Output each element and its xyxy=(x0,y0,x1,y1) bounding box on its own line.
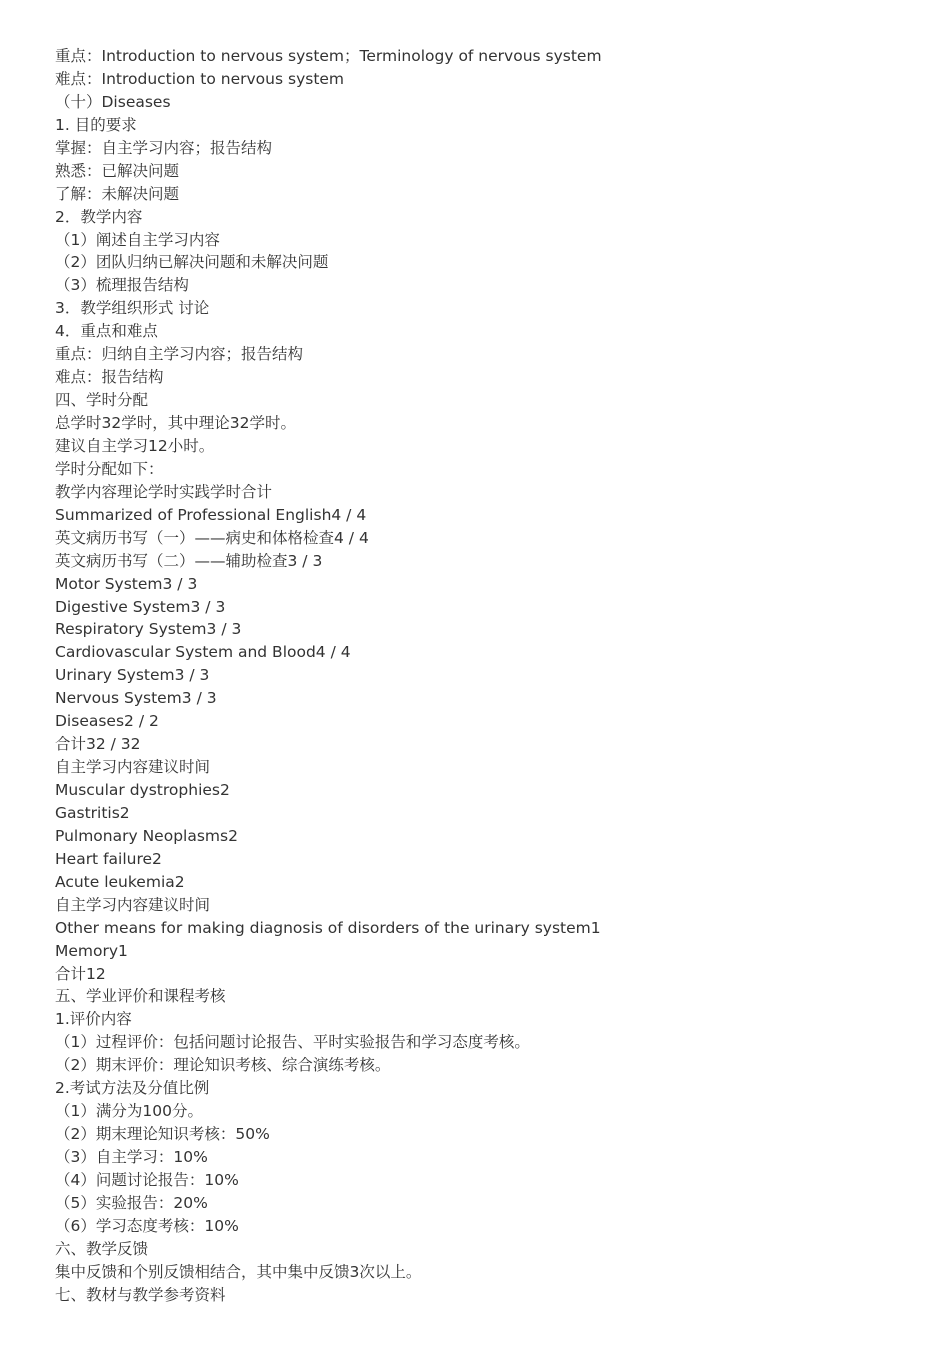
table-row: Memory1 xyxy=(55,941,128,960)
text-line: 3．教学组织形式 讨论 xyxy=(55,299,210,318)
text-line: 掌握：自主学习内容；报告结构 xyxy=(55,138,273,157)
text-line: 2．教学内容 xyxy=(55,207,143,226)
table-row: Motor System3 / 3 xyxy=(55,574,198,593)
table-row: Diseases2 / 2 xyxy=(55,712,159,731)
table-row: Other means for making diagnosis of disorders of the urinary system1 xyxy=(55,918,601,937)
table-total-row: 合计12 xyxy=(55,964,106,983)
list-item: （2）期末评价：理论知识考核、综合演练考核。 xyxy=(55,1056,391,1075)
table-row: Digestive System3 / 3 xyxy=(55,597,226,616)
table-row: 英文病历书写（一）——病史和体格检查4 / 4 xyxy=(55,528,369,547)
table-row: Cardiovascular System and Blood4 / 4 xyxy=(55,643,351,662)
list-item: （3）梳理报告结构 xyxy=(55,276,189,295)
table-row: Summarized of Professional English4 / 4 xyxy=(55,505,367,524)
list-item: （4）问题讨论报告：10% xyxy=(55,1170,239,1189)
text-line: 4．重点和难点 xyxy=(55,322,158,341)
table-header-row: 教学内容理论学时实践学时合计 xyxy=(55,482,273,501)
section-heading: （十）Diseases xyxy=(55,92,171,111)
table-row: Gastritis2 xyxy=(55,803,130,822)
table-row: Muscular dystrophies2 xyxy=(55,781,230,799)
text-line: 重点：归纳自主学习内容；报告结构 xyxy=(55,345,304,364)
table-row: Urinary System3 / 3 xyxy=(55,666,210,685)
table-row: 英文病历书写（二）——辅助检查3 / 3 xyxy=(55,551,323,570)
table-row: Pulmonary Neoplasms2 xyxy=(55,826,238,845)
text-line: 1. 目的要求 xyxy=(55,115,137,134)
text-line: 难点：Introduction to nervous system xyxy=(55,69,345,88)
list-item: （1）过程评价：包括问题讨论报告、平时实验报告和学习态度考核。 xyxy=(55,1033,530,1052)
text-line: 难点：报告结构 xyxy=(55,368,164,387)
list-item: （2）团队归纳已解决问题和未解决问题 xyxy=(55,253,329,272)
table-header-row: 自主学习内容建议时间 xyxy=(55,895,211,914)
table-row: Heart failure2 xyxy=(55,849,162,868)
text-line: 建议自主学习12小时。 xyxy=(55,436,215,455)
text-line: 1.评价内容 xyxy=(55,1010,132,1029)
section-heading: 七、教材与教学参考资料 xyxy=(55,1285,226,1304)
list-item: （1）满分为100分。 xyxy=(55,1102,203,1121)
list-item: （6）学习态度考核：10% xyxy=(55,1216,239,1235)
list-item: （3）自主学习：10% xyxy=(55,1148,208,1166)
table-row: Respiratory System3 / 3 xyxy=(55,620,242,639)
text-line: 集中反馈和个别反馈相结合，其中集中反馈3次以上。 xyxy=(55,1262,422,1281)
table-total-row: 合计32 / 32 xyxy=(55,735,141,754)
table-header-row: 自主学习内容建议时间 xyxy=(55,758,211,777)
text-line: 重点：Introduction to nervous system；Terminology of nervous system xyxy=(55,47,602,65)
section-heading: 四、学时分配 xyxy=(55,391,149,410)
list-item: （2）期末理论知识考核：50% xyxy=(55,1125,270,1144)
list-item: （1）阐述自主学习内容 xyxy=(55,230,220,249)
text-line: 2.考试方法及分值比例 xyxy=(55,1079,210,1098)
text-line: 熟悉：已解决问题 xyxy=(55,161,180,180)
document-body xyxy=(55,45,935,1307)
text-line: 总学时32学时，其中理论32学时。 xyxy=(55,414,296,432)
table-row: Nervous System3 / 3 xyxy=(55,689,217,708)
section-heading: 六、教学反馈 xyxy=(55,1239,149,1258)
section-heading: 五、学业评价和课程考核 xyxy=(55,987,226,1006)
text-line: 了解：未解决问题 xyxy=(55,184,180,203)
list-item: （5）实验报告：20% xyxy=(55,1193,208,1212)
table-row: Acute leukemia2 xyxy=(55,872,185,891)
text-line: 学时分配如下： xyxy=(55,459,164,478)
